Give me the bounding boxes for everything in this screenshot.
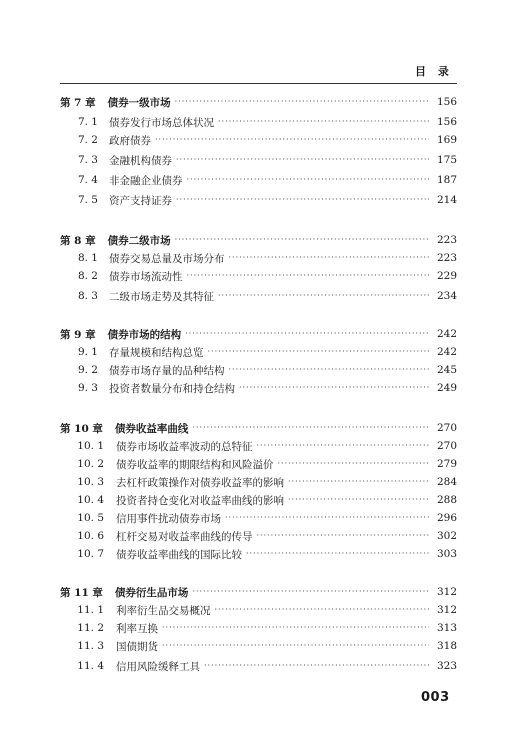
- toc-entry-number: 10. 3: [77, 476, 104, 488]
- toc-entry-title: 去杠杆政策操作对债券收益率的影响: [116, 476, 284, 489]
- toc-entry-page: 249: [436, 382, 457, 394]
- toc-section-entry: [60, 492, 457, 508]
- toc-section-entry: [60, 132, 457, 148]
- toc-entry-number: 9. 2: [77, 364, 98, 376]
- toc-section-entry: [60, 114, 457, 130]
- toc-entry-page: 279: [436, 458, 457, 470]
- toc-entry-page: 223: [436, 252, 457, 264]
- toc-leader-dots: [176, 152, 429, 168]
- toc-entry-number: 10. 6: [77, 530, 104, 542]
- toc-entry-page: 323: [436, 660, 457, 672]
- toc-entry-page: 318: [436, 640, 457, 652]
- toc-leader-dots: [278, 456, 430, 472]
- toc-entry-number: 第 11 章: [60, 586, 103, 599]
- toc-entry-page: 242: [436, 346, 457, 358]
- toc-leader-dots: [246, 546, 429, 562]
- toc-entry-number: 第 7 章: [60, 96, 96, 109]
- toc-section-entry: [60, 362, 457, 378]
- toc-entry-title: 非金融企业债券: [109, 174, 183, 187]
- toc-entry-number: 11. 3: [77, 640, 104, 652]
- toc-entry-title: 债券发行市场总体状况: [109, 116, 214, 129]
- toc-entry-page: 270: [436, 422, 457, 434]
- toc-section-entry: [60, 620, 457, 636]
- toc-entry-title: 债券一级市场: [107, 96, 171, 109]
- toc-entry-number: 8. 2: [77, 270, 98, 282]
- toc-leader-dots: [225, 510, 429, 526]
- toc-leader-dots: [162, 638, 429, 654]
- toc-entry-page: 156: [436, 96, 457, 108]
- toc-entry-title: 债券市场的结构: [107, 328, 182, 341]
- toc-entry-title: 债券市场流动性: [109, 270, 183, 283]
- toc-entry-page: 312: [436, 604, 457, 616]
- toc-leader-dots: [288, 492, 429, 508]
- toc-entry-number: 7. 3: [77, 154, 98, 166]
- toc-entry-number: 11. 1: [77, 604, 104, 616]
- toc-entry-title: 利率互换: [116, 622, 158, 635]
- toc-entry-number: 7. 2: [77, 134, 98, 146]
- toc-entry-title: 债券交易总量及市场分布: [109, 252, 225, 265]
- toc-entry-page: 313: [436, 622, 457, 634]
- toc-section-entry: [60, 528, 457, 544]
- toc-leader-dots: [185, 326, 429, 342]
- toc-entry-number: 8. 3: [77, 290, 98, 302]
- toc-section-entry: [60, 438, 457, 454]
- toc-leader-dots: [162, 620, 429, 636]
- toc-entry-page: 303: [436, 548, 457, 560]
- toc-chapter-entry: [60, 584, 457, 600]
- toc-entry-number: 10. 4: [77, 494, 104, 506]
- toc-entry-title: 债券衍生品市场: [114, 586, 189, 599]
- toc-entry-number: 10. 7: [77, 548, 104, 560]
- toc-leader-dots: [218, 114, 429, 130]
- toc-entry-page: 223: [436, 234, 457, 246]
- toc-leader-dots: [192, 584, 429, 600]
- toc-entry-title: 债券市场收益率波动的总特征: [116, 440, 253, 453]
- toc-leader-dots: [175, 94, 429, 110]
- toc-leader-dots: [288, 474, 429, 490]
- toc-section-entry: [60, 250, 457, 266]
- toc-leader-dots: [187, 268, 430, 284]
- toc-section-entry: [60, 658, 457, 674]
- toc-entry-page: 229: [436, 270, 457, 282]
- toc-entry-number: 9. 3: [77, 382, 98, 394]
- toc-leader-dots: [229, 362, 430, 378]
- toc-entry-page: 312: [436, 586, 457, 598]
- toc-section-entry: [60, 380, 457, 396]
- toc-section-entry: [60, 268, 457, 284]
- toc-entry-number: 9. 1: [77, 346, 98, 358]
- toc-section-entry: [60, 602, 457, 618]
- toc-entry-number: 第 9 章: [60, 328, 96, 341]
- toc-entry-title: 国债期货: [116, 640, 158, 653]
- toc-entry-title: 债券收益率的期限结构和风险溢价: [116, 458, 274, 471]
- toc-entry-title: 债券收益率曲线的国际比较: [116, 548, 242, 561]
- toc-entry-page: 284: [436, 476, 457, 488]
- toc-entry-title: 债券二级市场: [107, 234, 171, 247]
- toc-section-entry: [60, 546, 457, 562]
- toc-entry-number: 7. 1: [77, 116, 98, 128]
- toc-entry-page: 296: [436, 512, 457, 524]
- toc-section-entry: [60, 172, 457, 188]
- toc-leader-dots: [175, 232, 429, 248]
- toc-section-entry: [60, 288, 457, 304]
- header-rule: [60, 83, 457, 84]
- toc-entry-number: 10. 1: [77, 440, 104, 452]
- toc-entry-title: 债券收益率曲线: [114, 422, 189, 435]
- toc-leader-dots: [176, 192, 429, 208]
- toc-chapter-entry: [60, 232, 457, 248]
- toc-entry-page: 234: [436, 290, 457, 302]
- toc-leader-dots: [155, 132, 429, 148]
- toc-entry-title: 杠杆交易对收益率曲线的传导: [116, 530, 253, 543]
- running-title: 目 录: [415, 65, 453, 78]
- toc-entry-title: 信用风险缓释工具: [116, 660, 200, 673]
- toc-entry-page: 156: [436, 116, 457, 128]
- toc-entry-number: 11. 2: [77, 622, 104, 634]
- toc-leader-dots: [239, 380, 429, 396]
- toc-leader-dots: [187, 172, 430, 188]
- toc-leader-dots: [257, 528, 430, 544]
- toc-entry-title: 信用事件扰动债券市场: [116, 512, 221, 525]
- toc-entry-number: 10. 2: [77, 458, 104, 470]
- toc-entry-page: 270: [436, 440, 457, 452]
- toc-chapter-entry: [60, 420, 457, 436]
- toc-section-entry: [60, 456, 457, 472]
- toc-leader-dots: [218, 288, 429, 304]
- toc-entry-page: 302: [436, 530, 457, 542]
- toc-entry-page: 169: [436, 134, 457, 146]
- toc-chapter-entry: [60, 94, 457, 110]
- toc-entry-title: 资产支持证券: [109, 194, 172, 207]
- toc-leader-dots: [204, 658, 429, 674]
- toc-entry-number: 第 8 章: [60, 234, 96, 247]
- toc-entry-number: 8. 1: [77, 252, 98, 264]
- toc-entry-page: 175: [436, 154, 457, 166]
- toc-entry-title: 金融机构债券: [109, 154, 172, 167]
- toc-entry-title: 投资者持仓变化对收益率曲线的影响: [116, 494, 284, 507]
- toc-entry-title: 债券市场存量的品种结构: [109, 364, 225, 377]
- toc-entry-number: 10. 5: [77, 512, 104, 524]
- toc-entry-title: 存量规模和结构总览: [109, 346, 204, 359]
- toc-section-entry: [60, 474, 457, 490]
- toc-entry-number: 7. 5: [77, 194, 98, 206]
- toc-entry-title: 投资者数量分布和持仓结构: [109, 382, 235, 395]
- toc-leader-dots: [192, 420, 429, 436]
- toc-entry-page: 214: [436, 194, 457, 206]
- toc-entry-page: 242: [436, 328, 457, 340]
- toc-section-entry: [60, 344, 457, 360]
- toc-entry-number: 7. 4: [77, 174, 98, 186]
- toc-section-entry: [60, 638, 457, 654]
- toc-entry-number: 11. 4: [77, 660, 104, 672]
- toc-entry-page: 187: [436, 174, 457, 186]
- toc-entry-title: 政府债券: [109, 134, 151, 147]
- toc-section-entry: [60, 510, 457, 526]
- toc-entry-number: 第 10 章: [60, 422, 103, 435]
- toc-leader-dots: [257, 438, 430, 454]
- toc-leader-dots: [215, 602, 430, 618]
- toc-section-entry: [60, 152, 457, 168]
- toc-leader-dots: [208, 344, 430, 360]
- page-number: 003: [421, 690, 450, 705]
- toc-entry-page: 288: [436, 494, 457, 506]
- toc-section-entry: [60, 192, 457, 208]
- toc-leader-dots: [229, 250, 430, 266]
- toc-entry-title: 二级市场走势及其特征: [109, 290, 214, 303]
- toc-chapter-entry: [60, 326, 457, 342]
- toc-entry-page: 245: [436, 364, 457, 376]
- toc-entry-title: 利率衍生品交易概况: [116, 604, 211, 617]
